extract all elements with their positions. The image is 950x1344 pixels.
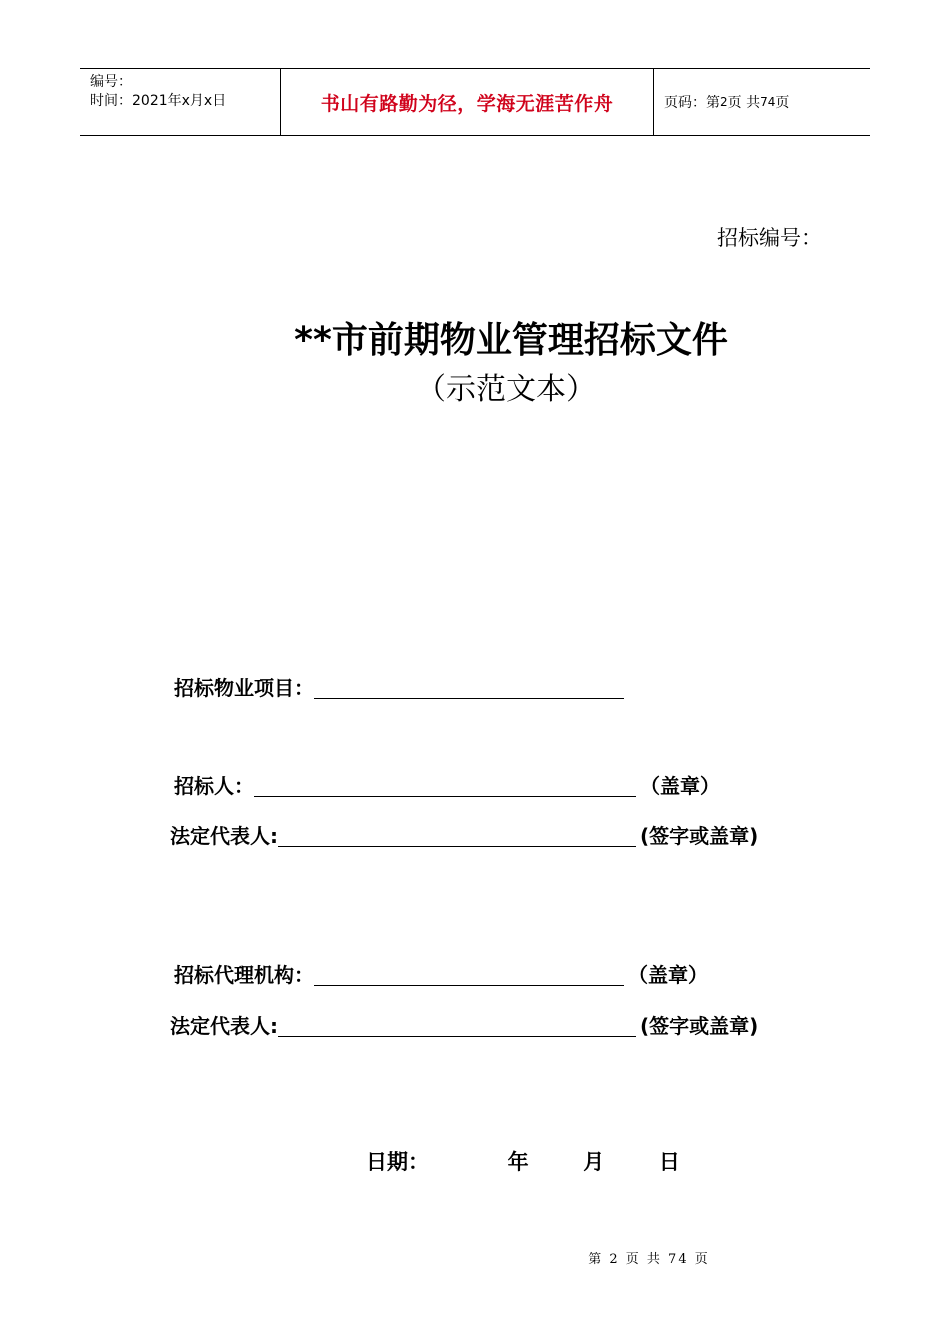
tenderer-blank-line[interactable]: [254, 774, 636, 797]
legal-rep2-suffix: (签字或盖章): [640, 1014, 759, 1038]
project-label: 招标物业项目：: [174, 676, 314, 700]
legal-rep2-field: [170, 1010, 758, 1039]
agency-blank-line[interactable]: [314, 963, 624, 986]
tenderer-label: 招标人：: [174, 774, 254, 798]
document-subtitle: （示范文本）: [416, 372, 596, 407]
tenderer-suffix: （盖章）: [640, 774, 720, 798]
legal-rep2-blank-line[interactable]: [278, 1014, 636, 1037]
legal-rep-blank-line[interactable]: [278, 824, 636, 847]
page-total: 74: [760, 95, 776, 109]
document-title: **市前期物业管理招标文件: [294, 320, 728, 361]
page-footer: 第 2 页 共 74 页: [588, 1252, 710, 1267]
number-label: 编号：: [90, 74, 132, 90]
header-meta: [80, 69, 281, 135]
page-suffix: 页: [775, 95, 790, 111]
tenderer-field: [174, 770, 720, 799]
agency-suffix: （盖章）: [628, 963, 708, 987]
page-number: 2: [720, 95, 728, 109]
date-day: 日: [658, 1150, 680, 1174]
project-blank-line[interactable]: [314, 676, 624, 699]
motto-text: 书山有路勤为径，学海无涯苦作舟: [320, 92, 614, 115]
date-label: 日期：: [366, 1150, 429, 1174]
date-row: [366, 1146, 680, 1176]
agency-field: [174, 959, 708, 988]
legal-rep-suffix: (签字或盖章): [640, 824, 759, 848]
agency-label: 招标代理机构：: [174, 963, 314, 987]
page-prefix: 页码：第: [664, 95, 720, 111]
time-label: 时间：2021年x月x日: [90, 93, 227, 109]
legal-rep2-label: 法定代表人:: [170, 1014, 278, 1038]
project-field: [174, 672, 628, 701]
page-header: [80, 68, 870, 136]
legal-rep-label: 法定代表人:: [170, 824, 278, 848]
date-month: 月: [583, 1150, 605, 1174]
date-year: 年: [507, 1150, 529, 1174]
header-motto-cell: [281, 69, 654, 135]
legal-rep-field: [170, 820, 758, 849]
tender-number-label: 招标编号：: [717, 226, 822, 250]
page-mid: 页 共: [727, 95, 761, 111]
header-page-info: [654, 69, 870, 135]
